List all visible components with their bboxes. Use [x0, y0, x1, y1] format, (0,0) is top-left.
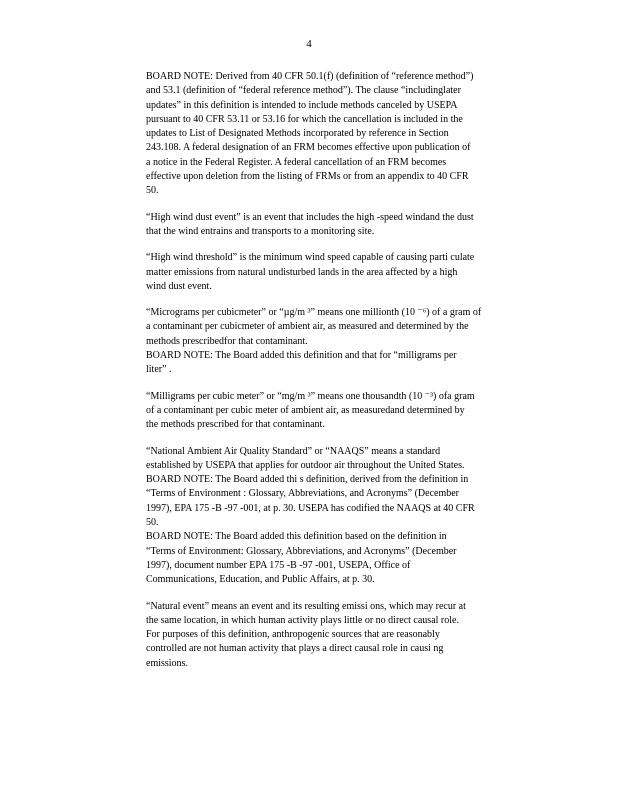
text-line: pursuant to 40 CFR 53.11 or 53.16 for which the cancellation is included in the [146, 113, 463, 125]
text-line: controlled are not human activity that plays a direct causal role in causi ng [146, 643, 444, 655]
text-line: established by USEPA that applies for outdoor air throughout the United States. [146, 459, 465, 471]
text-line: matter emissions from natural undisturbed lands in the area affected by a high [146, 266, 458, 278]
text-line: Communications, Education, and Public Affairs, at p. 30. [146, 574, 375, 586]
text-line: that the wind entrains and transports to a monitoring site. [146, 225, 375, 237]
text-line: effective upon deletion from the listing of FRMs or from an appendix to 40 CFR [146, 171, 469, 183]
paragraph-micrograms-per-cubic-meter [146, 306, 538, 377]
text-line: of a contaminant per cubic meter of ambient air, as measuredand determined by [146, 404, 465, 416]
text-line: 1997), document number EPA 175 -B -97 -001, USEPA, Office of [146, 559, 411, 571]
text-line: the same location, in which human activity plays little or no direct causal role. [146, 614, 459, 626]
text-line: “Micrograms per cubicmeter” or “µg/m ³” means one millionth (10 ⁻⁶) of a gram of [146, 307, 482, 319]
text-line: emissions. [146, 657, 188, 669]
text-line: 1997), EPA 175 -B -97 -001, at p. 30. USEPA has codified the NAAQS at 40 CFR [146, 502, 475, 514]
text-line: “Natural event” means an event and its resulting emissi ons, which may recur at [146, 600, 466, 612]
paragraph-milligrams-per-cubic-meter [146, 390, 538, 433]
text-line: BOARD NOTE: The Board added this definition and that for “milligrams per [146, 350, 457, 362]
page-number: 4 [306, 38, 312, 50]
paragraph-naaqs [146, 445, 538, 588]
paragraph-high-wind-dust-event [146, 211, 538, 240]
text-line: wind dust event. [146, 280, 212, 292]
paragraph-high-wind-threshold [146, 251, 538, 294]
text-line: For purposes of this definition, anthropogenic sources that are reasonably [146, 629, 440, 641]
paragraph-board-note-reference-method [146, 70, 538, 199]
text-line: “Milligrams per cubic meter” or “mg/m ³” means one thousandth (10 ⁻³) ofa gram [146, 390, 475, 402]
text-line: “National Ambient Air Quality Standard” or “NAAQS” means a standard [146, 445, 441, 457]
text-line: a contaminant per cubicmeter of ambient air, as measured and determined by the [146, 321, 469, 333]
text-line: updates to List of Designated Methods incorporated by reference in Section [146, 128, 449, 140]
text-line: “High wind threshold” is the minimum wind speed capable of causing parti culate [146, 252, 475, 264]
text-line: 50. [146, 185, 159, 197]
text-line: the methods prescribed for that contaminant. [146, 419, 325, 431]
text-line: 50. [146, 517, 159, 529]
text-line: “High wind dust event” is an event that includes the high -speed windand the dust [146, 211, 474, 223]
text-line: BOARD NOTE: Derived from 40 CFR 50.1(f) (definition of “reference method”) [146, 71, 474, 82]
text-line: liter” . [146, 364, 172, 376]
text-line: BOARD NOTE: The Board added thi s definition, derived from the definition in [146, 474, 469, 486]
text-line: a notice in the Federal Register. A federal cancellation of an FRM becomes [146, 156, 447, 168]
text-line: “Terms of Environment: Glossary, Abbreviations, and Acronyms” (December [146, 545, 457, 557]
text-line: updates” in this definition is intended to include methods canceled by USEPA [146, 99, 458, 111]
text-line: “Terms of Environment : Glossary, Abbreviations, and Acronyms” (December [146, 488, 460, 500]
paragraph-natural-event [146, 600, 538, 671]
text-line: 243.108. A federal designation of an FRM becomes effective upon publication of [146, 142, 471, 154]
document-body [146, 70, 538, 683]
text-line: and 53.1 (definition of “federal reference method”). The clause “includinglater [146, 85, 461, 97]
text-line: methods prescribedfor that contaminant. [146, 335, 308, 347]
text-line: BOARD NOTE: The Board added this definition based on the definition in [146, 531, 447, 543]
